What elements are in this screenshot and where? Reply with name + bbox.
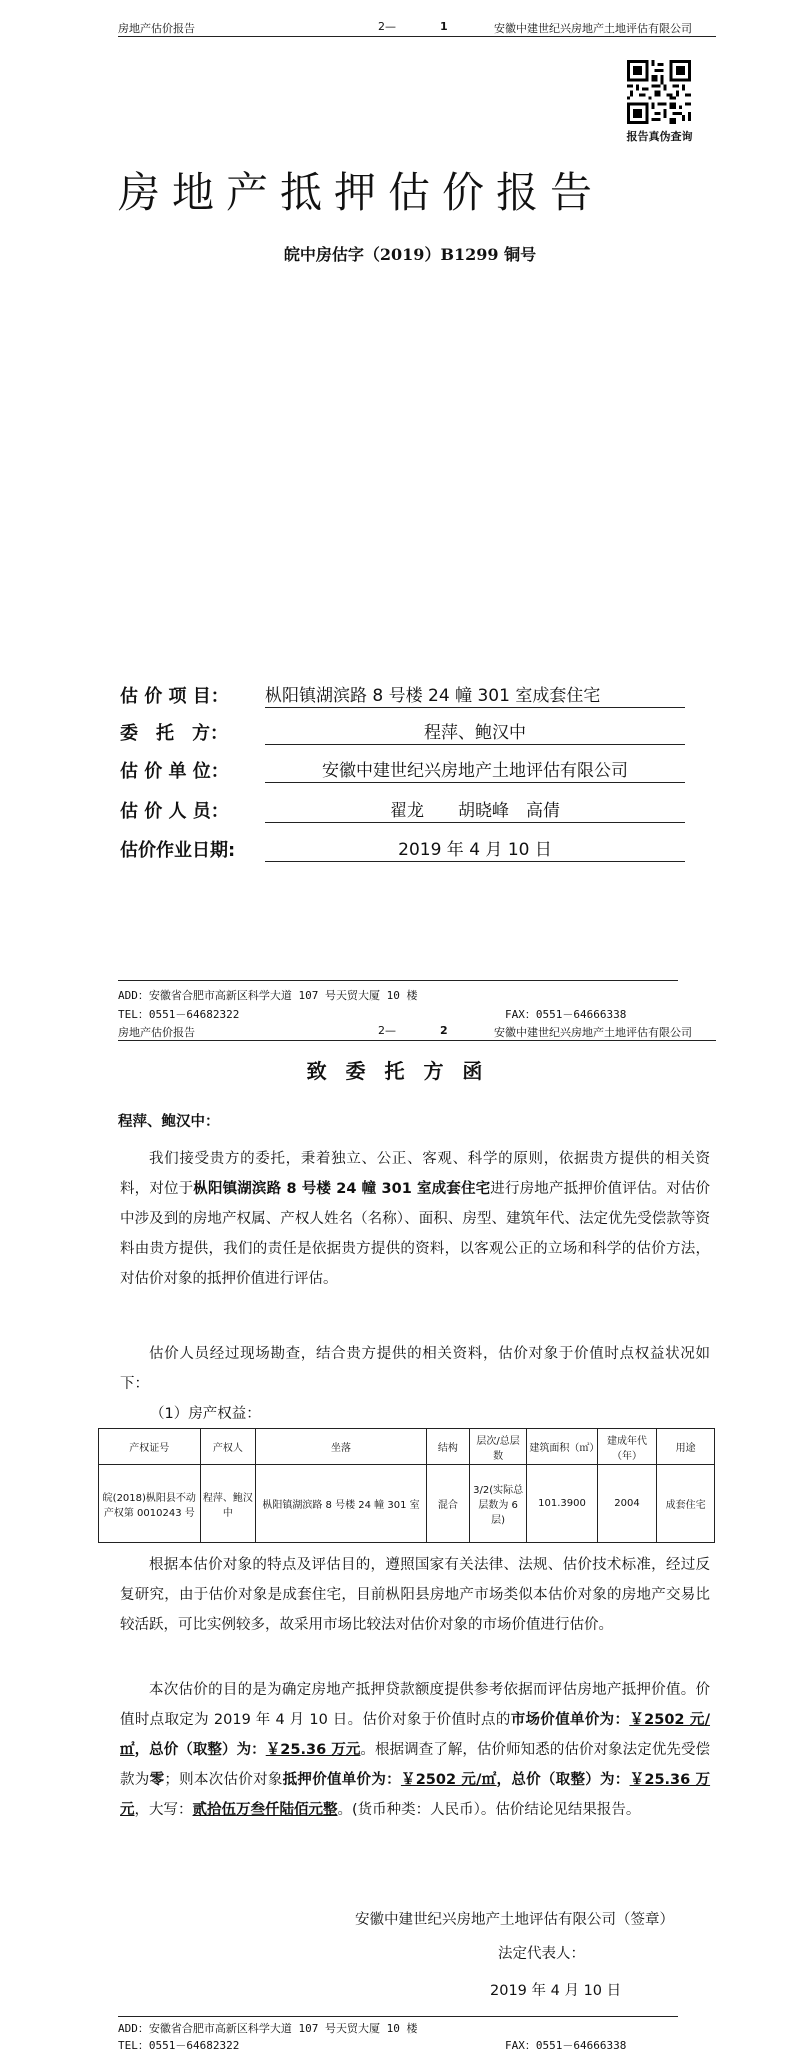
- signature-legal-rep: 法定代表人：: [498, 1946, 585, 1962]
- property-table: [98, 1428, 715, 1543]
- field-appraisers-value: 翟龙 胡晓峰 高倩: [265, 796, 685, 823]
- signature-date: 2019 年 4 月 10 日: [490, 1983, 622, 1999]
- table-cell: 成套住宅: [657, 1465, 715, 1543]
- page2-footer-fax: FAX：0551－64666338: [505, 2039, 627, 2052]
- table-cell: 枞阳镇湖滨路 8 号楼 24 幢 301 室: [256, 1465, 427, 1543]
- page1-title: 房地产抵押估价报告: [118, 168, 605, 217]
- page2-footer-rule: [118, 2016, 678, 2017]
- page2-footer-tel: TEL：0551－64682322: [118, 2039, 240, 2052]
- page2-header-page-prefix: 2—: [378, 1024, 396, 1037]
- signature-company: 安徽中建世纪兴房地产土地评估有限公司（签章）: [355, 1912, 674, 1928]
- table-header: 用途: [657, 1429, 715, 1465]
- page2-header-left: 房地产估价报告: [118, 1026, 195, 1039]
- table-header: 层次/总层数: [469, 1429, 527, 1465]
- page2-header-page-num: 2: [440, 1024, 448, 1037]
- field-work-date-value: 2019 年 4 月 10 日: [265, 835, 685, 862]
- qr-code-icon: [627, 60, 691, 124]
- field-appraisers-label: 估 价 人 员：: [120, 801, 229, 822]
- table-header-row: [99, 1429, 715, 1465]
- field-project-label: 估 价 项 目：: [120, 686, 229, 707]
- table-cell: 2004: [597, 1465, 657, 1543]
- table-cell: 混合: [426, 1465, 469, 1543]
- paragraph-conclusion: 本次估价的目的是为确定房地产抵押贷款额度提供参考依据而评估房地产抵押价值。价值时点取定为 2019 年 4 月 10 日。估价对象于价值时点的市场价值单价为：￥2502 元/㎡，总价（取整）为：￥25.36 万元。根据调查了解，估价师知悉的估价对象法定优先受偿款为零；则本次估价对象抵押价值单价为：￥2502 元/㎡，总价（取整）为：￥25.36 万元，大写：贰拾伍万叁仟陆佰元整。(货币种类：人民币）。估价结论见结果报告。: [120, 1682, 711, 1818]
- table-header: 产权人: [200, 1429, 256, 1465]
- amount-in-words: 贰拾伍万叁仟陆佰元整: [192, 1802, 338, 1818]
- table-header: 结构: [426, 1429, 469, 1465]
- report-number: 皖中房估字（2019）B1299 铜号: [283, 245, 537, 264]
- page1-footer-rule: [118, 980, 678, 981]
- field-project: [120, 680, 685, 708]
- field-appraiser-company: [120, 755, 685, 783]
- field-client-value: 程萍、鲍汉中: [265, 718, 685, 745]
- market-unit-price: ￥2502 元/㎡: [120, 1712, 711, 1758]
- paragraph-intro: 我们接受贵方的委托，秉着独立、公正、客观、科学的原则，依据贵方提供的相关资料，对位于枞阳镇湖滨路 8 号楼 24 幢 301 室成套住宅进行房地产抵押价值评估。对估价中涉及到的房地产权属、产权人姓名（名称）、面积、房型、建筑年代、法定优先受偿款等资料由贵方提供，我们的责任是依据贵方提供的资料，以客观公正的立场和科学的估价方法，对估价对象的抵押价值进行评估。: [120, 1151, 711, 1287]
- property-rights-heading: （1）房产权益：: [150, 1406, 261, 1422]
- field-appraiser-company-value: 安徽中建世纪兴房地产土地评估有限公司: [265, 756, 685, 783]
- mortgage-unit-price: ￥2502 元/㎡: [400, 1772, 497, 1788]
- paragraph-method: 根据本估价对象的特点及评估目的，遵照国家有关法律、法规、估价技术标准，经过反复研究，由于估价对象是成套住宅，目前枞阳县房地产市场类似本估价对象的房地产交易比较活跃，可比实例较多，故采用市场比较法对估价对象的市场价值进行估价。: [120, 1557, 710, 1633]
- mortgage-total-price: ￥25.36 万元: [120, 1772, 711, 1818]
- page1-header-page-num: 1: [440, 20, 448, 33]
- page1-header-rule: [118, 36, 716, 37]
- page2-title: 致 委 托 方 函: [306, 1059, 489, 1083]
- paragraph-inspection: 估价人员经过现场勘查，结合贵方提供的相关资料，估价对象于价值时点权益状况如下：: [120, 1346, 710, 1392]
- field-client-label: 委 托 方：: [120, 723, 228, 744]
- page2-footer-address: ADD：安徽省合肥市高新区科学大道 107 号天贸大厦 10 楼: [118, 2022, 418, 2035]
- table-header: 建筑面积（㎡）: [527, 1429, 597, 1465]
- field-appraiser-company-label: 估 价 单 位：: [120, 761, 229, 782]
- field-project-value: 枞阳镇湖滨路 8 号楼 24 幢 301 室成套住宅: [265, 681, 685, 708]
- qr-caption: 报告真伪查询: [626, 130, 693, 143]
- page1-footer-fax: FAX：0551－64666338: [505, 1008, 627, 1021]
- salutation: 程萍、鲍汉中：: [118, 1114, 220, 1130]
- table-cell: 皖(2018)枞阳县不动产权第 0010243 号: [99, 1465, 201, 1543]
- page2-header-rule: [118, 1040, 716, 1041]
- table-row: [99, 1465, 715, 1543]
- table-header: 坐落: [256, 1429, 427, 1465]
- table-cell: 程萍、鲍汉中: [200, 1465, 256, 1543]
- field-work-date-label: 估价作业日期:: [120, 840, 236, 861]
- field-client: [120, 717, 685, 745]
- page1-header-right: 安徽中建世纪兴房地产土地评估有限公司: [494, 22, 692, 35]
- table-header: 产权证号: [99, 1429, 201, 1465]
- table-cell: 3/2(实际总层数为 6 层): [469, 1465, 527, 1543]
- table-header: 建成年代（年）: [597, 1429, 657, 1465]
- page2-header-right: 安徽中建世纪兴房地产土地评估有限公司: [494, 1026, 692, 1039]
- field-work-date: [120, 834, 685, 862]
- page1-footer-tel: TEL：0551－64682322: [118, 1008, 240, 1021]
- field-appraisers: [120, 795, 685, 823]
- page1-footer-address: ADD：安徽省合肥市高新区科学大道 107 号天贸大厦 10 楼: [118, 989, 418, 1002]
- table-cell: 101.3900: [527, 1465, 597, 1543]
- page1-header-page-prefix: 2—: [378, 20, 396, 33]
- market-total-price: ￥25.36 万元: [265, 1742, 361, 1758]
- property-address: 枞阳镇湖滨路 8 号楼 24 幢 301 室成套住宅: [193, 1181, 491, 1197]
- page1-header-left: 房地产估价报告: [118, 22, 195, 35]
